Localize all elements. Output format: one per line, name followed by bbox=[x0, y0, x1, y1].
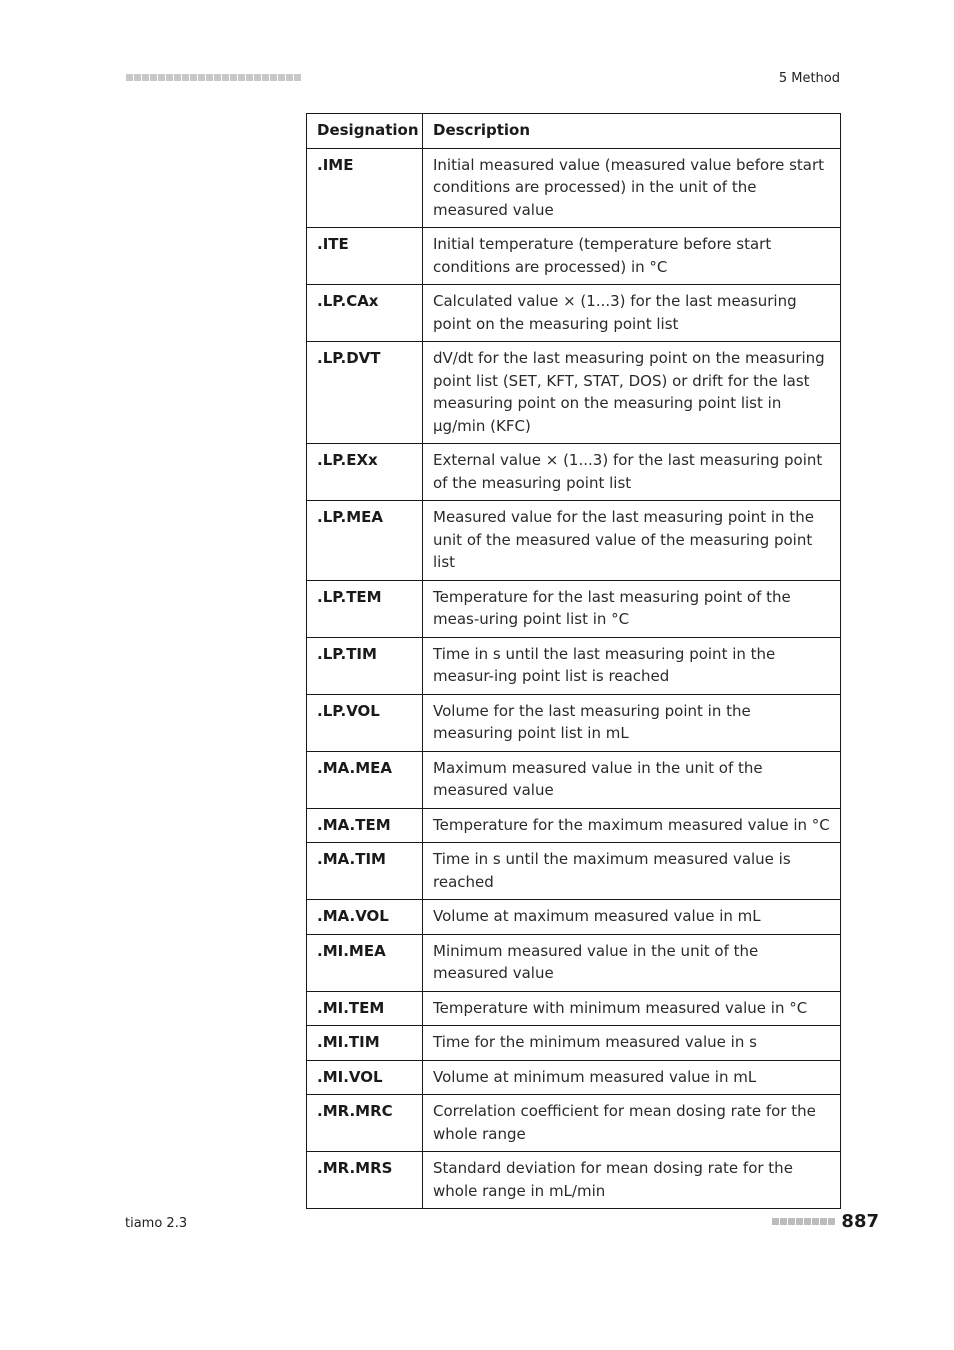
designation-cell: .LP.CAx bbox=[307, 285, 423, 342]
page-number: 887 bbox=[841, 1211, 879, 1232]
table-row bbox=[307, 1026, 841, 1061]
table-row bbox=[307, 900, 841, 935]
footer-decoration bbox=[772, 1218, 835, 1225]
table-row bbox=[307, 580, 841, 637]
description-cell: Volume at maximum measured value in mL bbox=[423, 900, 841, 935]
decoration-dot bbox=[238, 74, 245, 81]
decoration-dot bbox=[828, 1218, 835, 1225]
designation-cell: .MI.TEM bbox=[307, 991, 423, 1026]
table-row bbox=[307, 1095, 841, 1152]
decoration-dot bbox=[246, 74, 253, 81]
table-row bbox=[307, 637, 841, 694]
decoration-dot bbox=[134, 74, 141, 81]
designation-cell: .LP.EXx bbox=[307, 444, 423, 501]
decoration-dot bbox=[150, 74, 157, 81]
table-row bbox=[307, 1060, 841, 1095]
decoration-dot bbox=[772, 1218, 779, 1225]
designation-cell: .MA.MEA bbox=[307, 751, 423, 808]
designation-cell: .LP.TIM bbox=[307, 637, 423, 694]
column-header-designation: Designation bbox=[307, 114, 423, 149]
description-cell: Time in s until the last measuring point in the measur-ing point list is reached bbox=[423, 637, 841, 694]
designation-cell: .MA.TIM bbox=[307, 843, 423, 900]
table-row bbox=[307, 991, 841, 1026]
decoration-dot bbox=[166, 74, 173, 81]
decoration-dot bbox=[796, 1218, 803, 1225]
table-row bbox=[307, 694, 841, 751]
description-cell: External value × (1...3) for the last measuring point of the measuring point list bbox=[423, 444, 841, 501]
table-row bbox=[307, 934, 841, 991]
decoration-dot bbox=[294, 74, 301, 81]
decoration-dot bbox=[780, 1218, 787, 1225]
designation-cell: .MI.MEA bbox=[307, 934, 423, 991]
description-cell: Measured value for the last measuring point in the unit of the measured value of the measuring point list bbox=[423, 501, 841, 581]
decoration-dot bbox=[190, 74, 197, 81]
designation-cell: .MR.MRS bbox=[307, 1152, 423, 1209]
decoration-dot bbox=[788, 1218, 795, 1225]
designation-cell: .LP.VOL bbox=[307, 694, 423, 751]
decoration-dot bbox=[820, 1218, 827, 1225]
designation-cell: .MI.TIM bbox=[307, 1026, 423, 1061]
designation-cell: .MA.TEM bbox=[307, 808, 423, 843]
description-cell: Initial measured value (measured value before start conditions are processed) in the unit of the measured value bbox=[423, 148, 841, 228]
designation-cell: .ITE bbox=[307, 228, 423, 285]
description-cell: Initial temperature (temperature before start conditions are processed) in °C bbox=[423, 228, 841, 285]
designation-cell: .MR.MRC bbox=[307, 1095, 423, 1152]
table-row bbox=[307, 444, 841, 501]
decoration-dot bbox=[804, 1218, 811, 1225]
designation-cell: .LP.DVT bbox=[307, 342, 423, 444]
description-cell: Time for the minimum measured value in s bbox=[423, 1026, 841, 1061]
decoration-dot bbox=[270, 74, 277, 81]
table-row bbox=[307, 285, 841, 342]
description-cell: Time in s until the maximum measured value is reached bbox=[423, 843, 841, 900]
decoration-dot bbox=[182, 74, 189, 81]
decoration-dot bbox=[126, 74, 133, 81]
decoration-dot bbox=[286, 74, 293, 81]
table-row bbox=[307, 148, 841, 228]
description-cell: Standard deviation for mean dosing rate for the whole range in mL/min bbox=[423, 1152, 841, 1209]
description-cell: Correlation coefficient for mean dosing rate for the whole range bbox=[423, 1095, 841, 1152]
decoration-dot bbox=[812, 1218, 819, 1225]
description-cell: Temperature with minimum measured value in °C bbox=[423, 991, 841, 1026]
decoration-dot bbox=[214, 74, 221, 81]
table-row bbox=[307, 228, 841, 285]
designation-cell: .LP.TEM bbox=[307, 580, 423, 637]
decoration-dot bbox=[262, 74, 269, 81]
table-row bbox=[307, 751, 841, 808]
decoration-dot bbox=[278, 74, 285, 81]
header-decoration bbox=[126, 74, 301, 81]
designation-cell: .MA.VOL bbox=[307, 900, 423, 935]
column-header-description: Description bbox=[423, 114, 841, 149]
table-header-row bbox=[307, 114, 841, 149]
description-cell: Calculated value × (1...3) for the last measuring point on the measuring point list bbox=[423, 285, 841, 342]
decoration-dot bbox=[142, 74, 149, 81]
decoration-dot bbox=[174, 74, 181, 81]
description-cell: Volume for the last measuring point in the measuring point list in mL bbox=[423, 694, 841, 751]
designation-cell: .IME bbox=[307, 148, 423, 228]
section-title: 5 Method bbox=[778, 71, 840, 86]
description-cell: Volume at minimum measured value in mL bbox=[423, 1060, 841, 1095]
table-row bbox=[307, 1152, 841, 1209]
table-row bbox=[307, 843, 841, 900]
page-footer bbox=[772, 1211, 879, 1232]
decoration-dot bbox=[206, 74, 213, 81]
description-cell: dV/dt for the last measuring point on the measuring point list (SET, KFT, STAT, DOS) or drift for the last measuring point on the measuring point list in µg/min (KFC) bbox=[423, 342, 841, 444]
table-row bbox=[307, 808, 841, 843]
description-cell: Maximum measured value in the unit of the measured value bbox=[423, 751, 841, 808]
table-row bbox=[307, 501, 841, 581]
decoration-dot bbox=[222, 74, 229, 81]
description-cell: Minimum measured value in the unit of the measured value bbox=[423, 934, 841, 991]
table-row bbox=[307, 342, 841, 444]
designation-cell: .MI.VOL bbox=[307, 1060, 423, 1095]
decoration-dot bbox=[230, 74, 237, 81]
product-name: tiamo 2.3 bbox=[125, 1216, 188, 1231]
decoration-dot bbox=[198, 74, 205, 81]
description-cell: Temperature for the last measuring point of the meas-uring point list in °C bbox=[423, 580, 841, 637]
description-cell: Temperature for the maximum measured value in °C bbox=[423, 808, 841, 843]
designation-cell: .LP.MEA bbox=[307, 501, 423, 581]
decoration-dot bbox=[254, 74, 261, 81]
decoration-dot bbox=[158, 74, 165, 81]
variables-table bbox=[306, 113, 841, 1209]
